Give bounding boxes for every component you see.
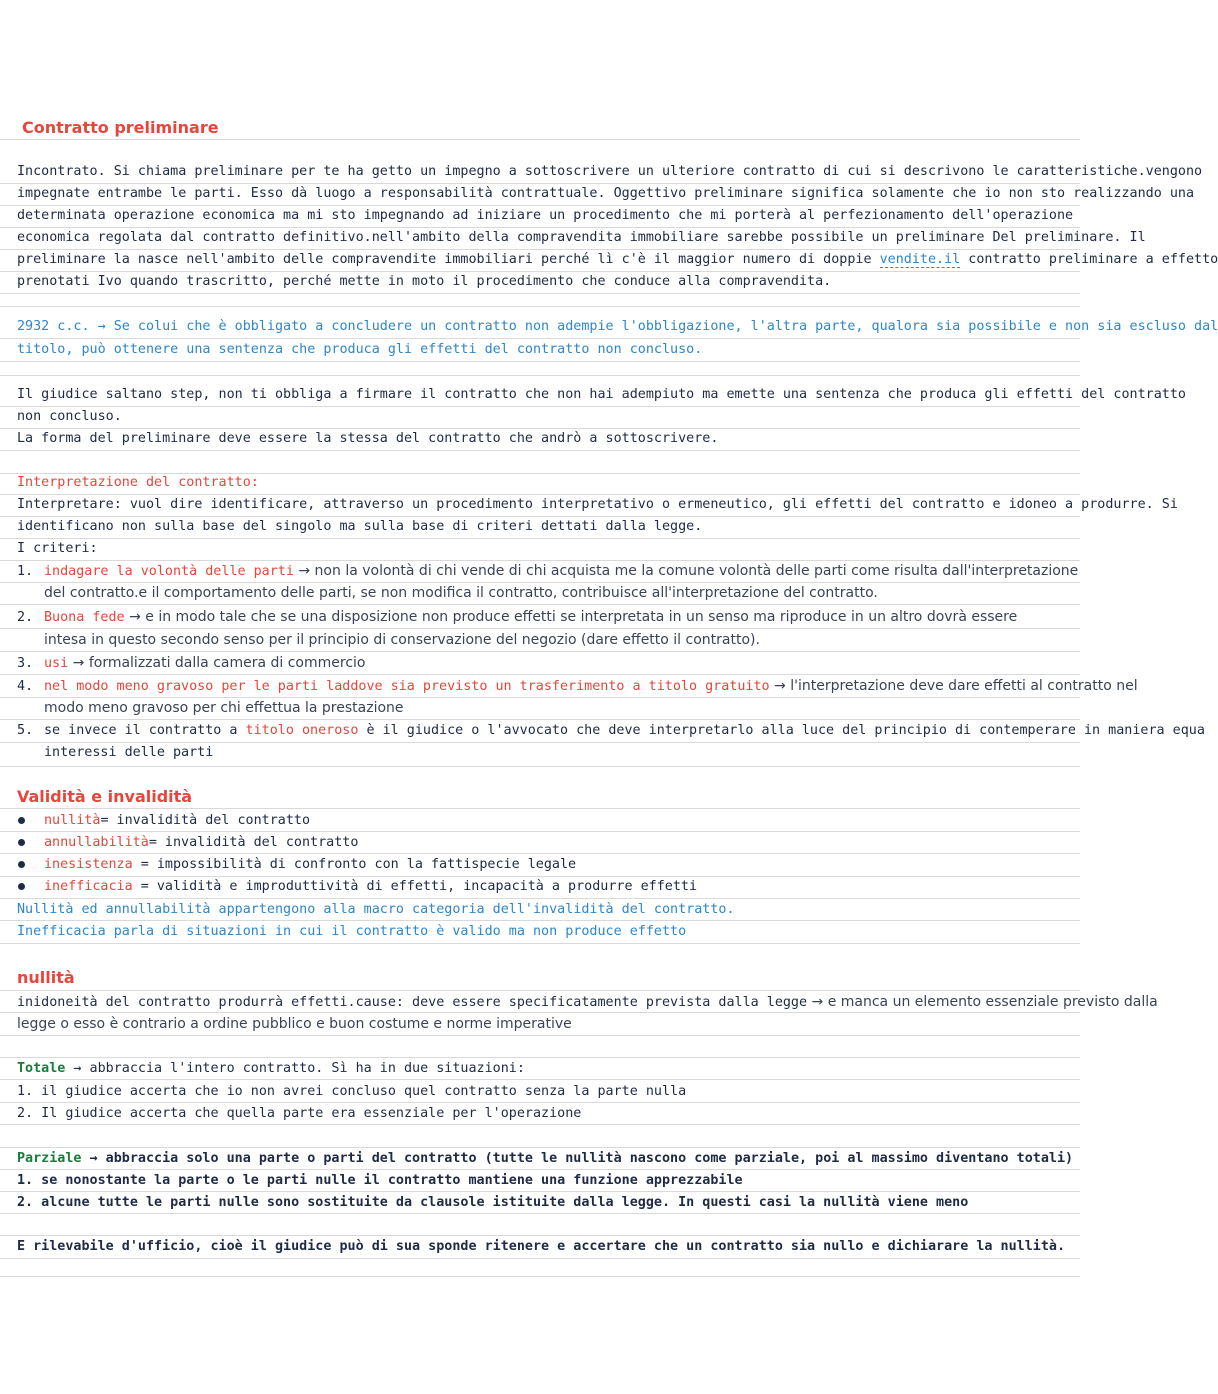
list-item [17, 606, 1062, 628]
bullet-item [17, 832, 1062, 854]
section-title-preliminare: Contratto preliminare [22, 118, 219, 137]
list-text: → l'interpretazione deve dare effetti al contratto nel [769, 678, 1138, 694]
list-number: 5. [17, 723, 34, 738]
parziale-line [17, 1148, 1074, 1170]
note-line: Nullità ed annullabilità appartengono alla macro categoria dell'invalidità del contratto. [17, 902, 735, 917]
spellcheck-word: vendite.il [879, 252, 961, 267]
list-key: Buona fede [44, 610, 125, 625]
list-item-cont: interessi delle parti [44, 745, 214, 760]
list-item [17, 652, 1062, 674]
paragraph-line: identificano non sulla base del singolo ma sulla base di criteri dettati dalla legge. [17, 519, 703, 534]
paragraph-line [17, 249, 1218, 271]
bullet-text: = invalidità del contratto [148, 835, 359, 850]
article-reference: titolo, può ottenere una sentenza che produca gli effetti del contratto non concluso. [17, 342, 703, 357]
section-heading-interpretazione: Interpretazione del contratto: [17, 475, 259, 490]
list-number: 2. [17, 610, 34, 625]
list-text: → e in modo tale che se una disposizione non produce effetti se interpretata in un senso ma riproduce in un altro dovrà essere [124, 609, 1018, 625]
paragraph-text: contratto preliminare a effetto [960, 252, 1218, 267]
paragraph-line: impegnate entrambe le parti. Esso dà luogo a responsabilità contrattuale. Oggettivo preliminare significa solamente che io non sto realizzando una [17, 186, 1195, 201]
bullet-item [17, 876, 1062, 898]
paragraph-text: preliminare la nasce nell'ambito delle compravendite immobiliari perché lì c'è il maggior numero di doppie [17, 252, 880, 267]
paragraph-line: Il giudice saltano step, non ti obbliga a firmare il contratto che non hai adempiuto ma emette una sentenza che produca gli effetti del contratto [17, 387, 1186, 402]
paragraph-line: Incontrato. Si chiama preliminare per te ha getto un impegno a sottoscrivere un ulteriore contratto di cui si descrivono le caratteristiche.vengono [17, 164, 1203, 179]
bullet-text: = invalidità del contratto [100, 813, 311, 828]
paragraph-line: determinata operazione economica ma mi sto impegnando ad iniziare un procedimento che mi porterà al perfezionamento dell'operazione [17, 208, 1074, 223]
paragraph-line: non concluso. [17, 409, 122, 424]
bullet-key: inefficacia [44, 879, 133, 894]
paragraph-line: La forma del preliminare deve essere la stessa del contratto che andrò a sottoscrivere. [17, 431, 719, 446]
list-item-cont: intesa in questo secondo senso per il principio di conservazione del negozio (dare effetto il contratto). [44, 632, 760, 648]
parziale-label: Parziale [17, 1151, 82, 1166]
paragraph-line [17, 991, 1158, 1013]
list-item-cont: modo meno gravoso per chi effettua la prestazione [44, 700, 404, 716]
paragraph-line: economica regolata dal contratto definitivo.nell'ambito della compravendita immobiliare sarebbe possibile un preliminare Del preliminare. Il [17, 230, 1146, 245]
bullet-key: nullità [44, 813, 101, 828]
list-key: nel modo meno gravoso per le parti laddove sia previsto un trasferimento a titolo gratuito [44, 679, 770, 694]
bullet-key: annullabilità [44, 835, 149, 850]
list-text: è il giudice o l'avvocato che deve interpretarlo alla luce del principio di contemperare in maniera equa [358, 723, 1205, 738]
paragraph-line: Interpretare: vuol dire identificare, attraverso un procedimento interpretativo o ermeneutico, gli effetti del contratto e idoneo a produrre. Si [17, 497, 1178, 512]
list-text: se invece il contratto a [44, 723, 246, 738]
totale-label: Totale [17, 1061, 66, 1076]
article-reference: 2932 c.c. → Se colui che è obbligato a concludere un contratto non adempie l'obbligazione, l'altra parte, qualora sia possibile e non sia escluso dal [17, 319, 1218, 334]
list-key: titolo oneroso [245, 723, 359, 738]
list-item [17, 675, 1138, 697]
list-item-cont: del contratto.e il comportamento delle parti, se non modifica il contratto, contribuisce all'interpretazione del contratto. [44, 585, 878, 601]
criteria-label: I criteri: [17, 541, 98, 556]
bullet-icon [18, 817, 25, 824]
paragraph-text: inidoneità del contratto produrrà effetti.cause: deve essere specificatamente prevista dalla legge [17, 995, 808, 1010]
bullet-icon [18, 861, 25, 868]
paragraph-line: prenotati Ivo quando trascritto, perché mette in moto il procedimento che conduce alla compravendita. [17, 274, 832, 289]
paragraph-line: E rilevabile d'ufficio, cioè il giudice può di sua sponde ritenere e accertare che un contratto sia nullo e dichiarare la nullità. [17, 1239, 1066, 1254]
list-number: 4. [17, 679, 34, 694]
list-number: 1. [17, 564, 34, 579]
bullet-item [17, 854, 1062, 876]
bullet-item [17, 810, 1062, 832]
section-title-nullita: nullità [17, 968, 75, 987]
list-text: → formalizzati dalla camera di commercio [68, 655, 366, 671]
paragraph-line: legge o esso è contrario a ordine pubblico e buon costume e norme imperative [17, 1016, 572, 1032]
bullet-icon [18, 883, 25, 890]
bullet-icon [18, 839, 25, 846]
list-item: 2. alcune tutte le parti nulle sono sostituite da clausole istituite dalla legge. In questi casi la nullità viene meno [17, 1195, 969, 1210]
totale-line [17, 1058, 1062, 1080]
totale-text: → abbraccia l'intero contratto. Sì ha in due situazioni: [65, 1061, 525, 1076]
bullet-text: = validità e improduttività di effetti, incapacità a produrre effetti [132, 879, 698, 894]
list-item [17, 720, 1205, 742]
paragraph-text: → e manca un elemento essenziale previsto dalla [807, 994, 1158, 1010]
list-text: → non la volontà di chi vende di chi acquista me la comune volontà delle parti come risulta dall'interpretazione [293, 563, 1079, 579]
bullet-text: = impossibilità di confronto con la fattispecie legale [132, 857, 577, 872]
list-number: 3. [17, 656, 34, 671]
bullet-key: inesistenza [44, 857, 133, 872]
list-key: indagare la volontà delle parti [44, 564, 294, 579]
list-item [17, 560, 1079, 582]
list-item: 2. Il giudice accerta che quella parte era essenziale per l'operazione [17, 1106, 582, 1121]
list-key: usi [44, 656, 69, 671]
note-line: Inefficacia parla di situazioni in cui il contratto è valido ma non produce effetto [17, 924, 687, 939]
section-title-validita: Validità e invalidità [17, 787, 193, 806]
parziale-text: → abbraccia solo una parte o parti del contratto (tutte le nullità nascono come parziale, poi al massimo diventano totali) [81, 1151, 1074, 1166]
list-item: 1. il giudice accerta che io non avrei concluso quel contratto senza la parte nulla [17, 1084, 687, 1099]
list-item: 1. se nonostante la parte o le parti nulle il contratto mantiene una funzione apprezzabile [17, 1173, 743, 1188]
